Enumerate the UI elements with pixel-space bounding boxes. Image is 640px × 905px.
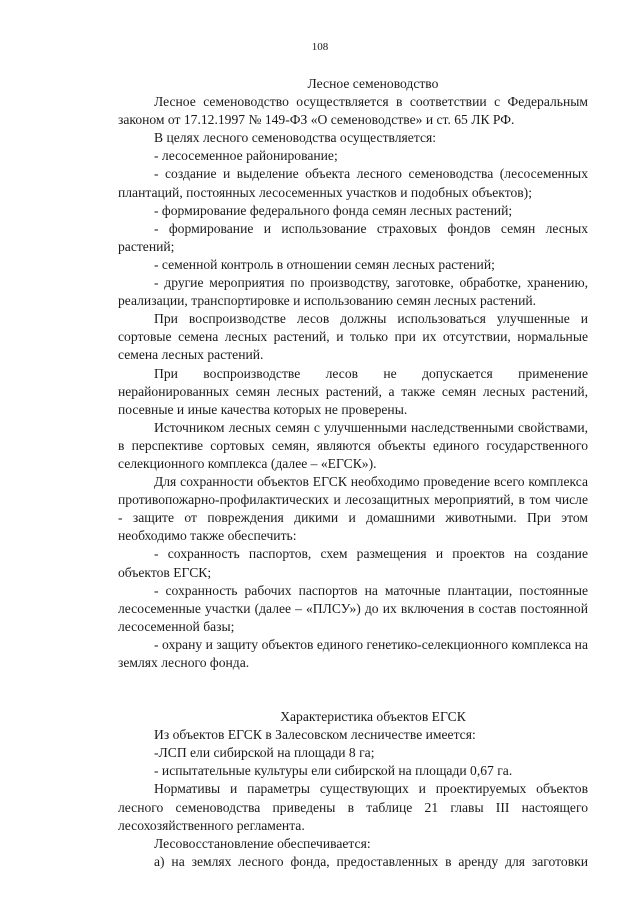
list-item: -ЛСП ели сибирской на площади 8 га; [154, 745, 375, 761]
page-number: 108 [311, 41, 329, 53]
paragraph: При воспроизводстве лесов должны использоваться улучшенные и сортовые семена лесных растений, и только при их отсутствии, нормальные семена лесных растений. [118, 311, 588, 363]
paragraph: Лесовосстановление обеспечивается: [154, 835, 371, 851]
list-item: - сохранность рабочих паспортов на маточные плантации, постоянные лесосеменные участки (далее – «ПЛСУ») до их включения в состав постоянной лесосеменной базы; [118, 582, 588, 634]
paragraph: а) на землях лесного фонда, предоставленных в аренду для заготовки [154, 853, 588, 869]
list-item: - испытательные культуры ели сибирской на площади 0,67 га. [154, 763, 513, 779]
document-body [118, 75, 588, 871]
list-item: - охрану и защиту объектов единого генетико-селекционного комплекса на землях лесного фонда. [118, 636, 588, 670]
list-item: - сохранность паспортов, схем размещения и проектов на создание объектов ЕГСК; [118, 546, 588, 580]
paragraph: Для сохранности объектов ЕГСК необходимо проведение всего комплекса противопожарно-профилактических и лесозащитных мероприятий, в том числе - защите от повреждения дикими и домашними животными. При этом необходимо также обеспечить: [118, 474, 588, 544]
paragraph: При воспроизводстве лесов не допускается применение нерайонированных семян лесных растений, а также семян лесных растений, посевные и иные качества которых не проверены. [118, 365, 588, 417]
paragraph: В целях лесного семеноводства осуществляется: [154, 130, 437, 146]
list-item: - создание и выделение объекта лесного семеноводства (лесосеменных плантаций, постоянных лесосеменных участков и подобных объектов); [118, 166, 588, 200]
list-item: - другие мероприятия по производству, заготовке, обработке, хранению, реализации, транспортировке и использованию семян лесных растений. [118, 275, 588, 309]
paragraph: Нормативы и параметры существующих и проектируемых объектов лесного семеноводства приведены в таблице 21 главы III настоящего лесохозяйственного регламента. [118, 781, 588, 833]
paragraph: Из объектов ЕГСК в Залесовском лесничестве имеется: [154, 727, 476, 743]
list-item: - формирование и использование страховых фондов семян лесных растений; [118, 220, 588, 254]
section-spacer [118, 672, 588, 708]
section-title-seed-production: Лесное семеноводство [307, 76, 439, 91]
list-item: - формирование федерального фонда семян лесных растений; [154, 202, 513, 218]
paragraph: Источником лесных семян с улучшенными наследственными свойствами, в перспективе сортовых семян, являются объекты единого государственного селекционного комплекса (далее – «ЕГСК»). [118, 419, 588, 471]
paragraph: Лесное семеноводство осуществляется в соответствии с Федеральным законом от 17.12.1997 № 149-ФЗ «О семеноводстве» и ст. 65 ЛК РФ. [118, 94, 588, 128]
list-item: - семенной контроль в отношении семян лесных растений; [154, 256, 495, 272]
section-title-egsk-objects: Характеристика объектов ЕГСК [280, 709, 466, 725]
list-item: - лесосеменное районирование; [154, 148, 338, 164]
